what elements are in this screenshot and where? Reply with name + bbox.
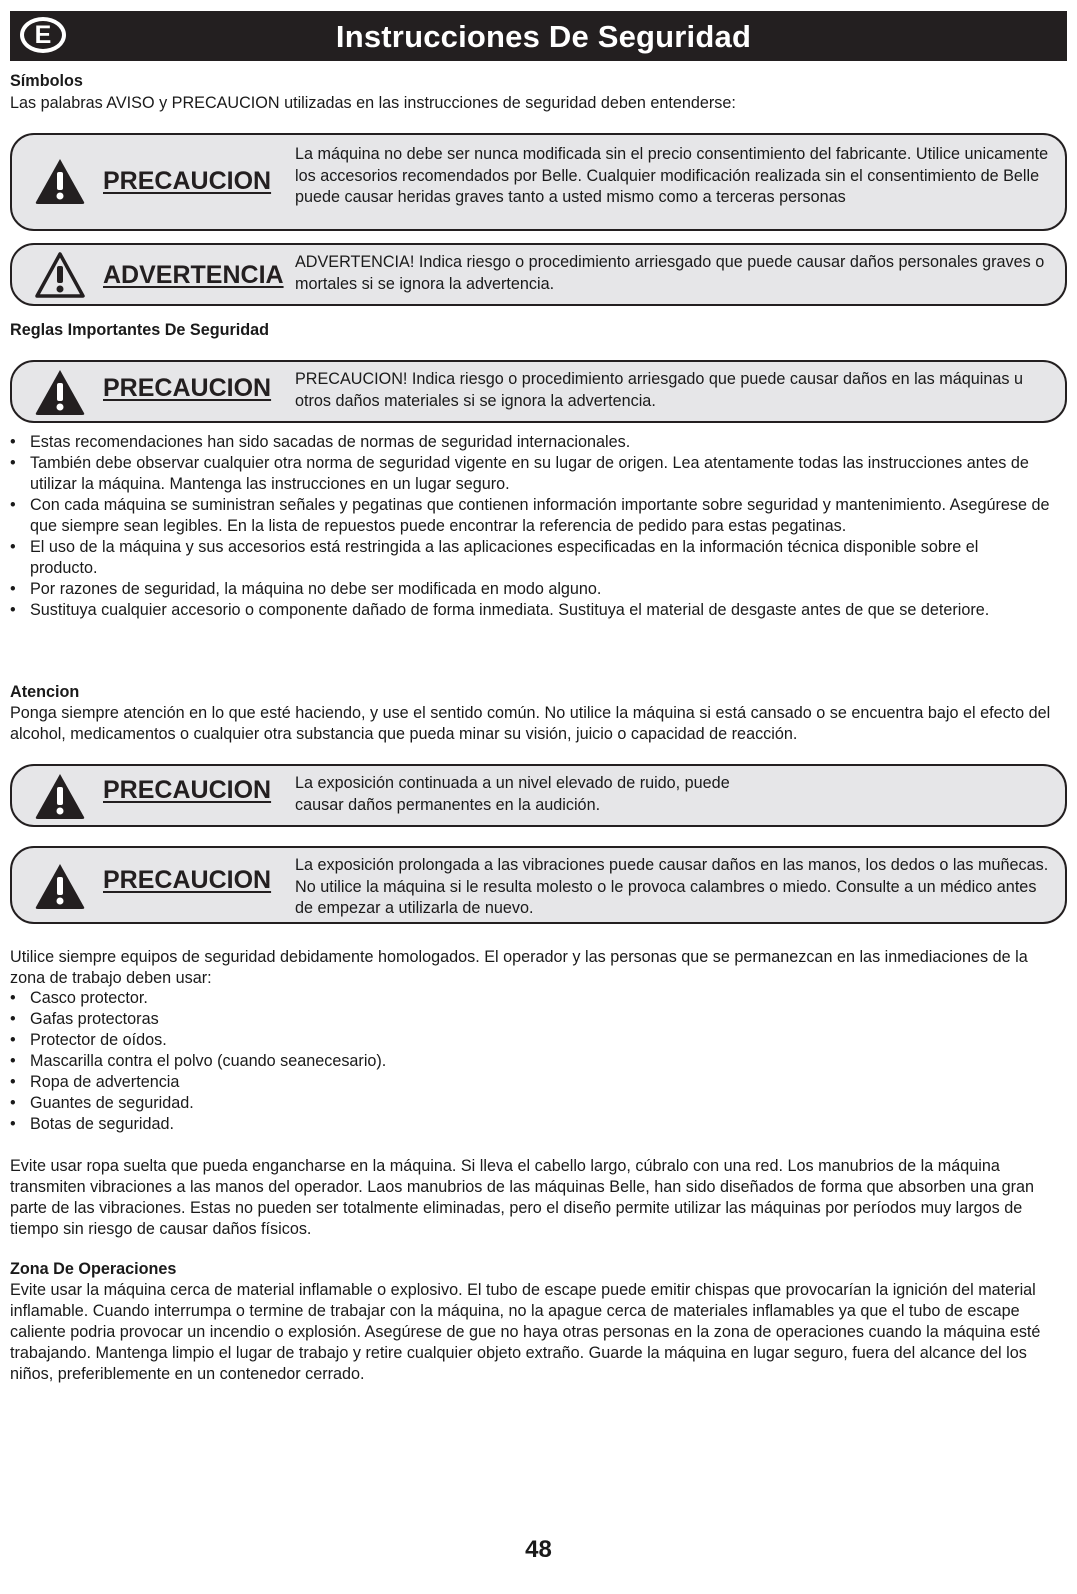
list-item: • El uso de la máquina y sus accesorios está restringida a las aplicaciones especificadas en la información técnica disponible sobre el producto. xyxy=(10,537,1050,579)
list-item: • Por razones de seguridad, la máquina no debe ser modificada en modo alguno. xyxy=(10,579,1050,600)
caution-text: PRECAUCION! Indica riesgo o procedimiento arriesgado que puede causar daños en las máquinas u otros daños materiales si se ignora la advertencia. xyxy=(295,370,1023,410)
page-title: Instrucciones De Seguridad xyxy=(335,19,752,54)
list-item: • Estas recomendaciones han sido sacadas de normas de seguridad internacionales. xyxy=(10,432,1050,453)
caution-label: PRECAUCION xyxy=(103,167,272,195)
warning-outline-icon xyxy=(34,251,86,299)
list-item: • Mascarilla contra el polvo (cuando seanecesario). xyxy=(10,1051,1050,1072)
list-item: • Ropa de advertencia xyxy=(10,1072,1050,1093)
caution-text: La exposición continuada a un nivel elevado de ruido, puede causar daños permanentes en la audición. xyxy=(295,774,730,814)
caution-box-noise xyxy=(10,764,1067,827)
section-heading-zona: Zona De Operaciones xyxy=(10,1260,177,1278)
language-badge: E xyxy=(20,17,66,53)
equipment-list xyxy=(10,988,1050,1135)
list-item: • Guantes de seguridad. xyxy=(10,1093,1050,1114)
caution-box-modification xyxy=(10,133,1067,231)
warning-box xyxy=(10,243,1067,306)
caution-label: PRECAUCION xyxy=(103,776,272,804)
caution-text: La exposición prolongada a las vibraciones puede causar daños en las manos, los dedos o las muñecas. No utilice la máquina si le resulta molesto o le provoca calambres o miedo. Consulte a un médico antes de empezar a utilizarla de nuevo. xyxy=(295,856,1049,917)
section-heading-reglas: Reglas Importantes De Seguridad xyxy=(10,321,270,339)
section-heading-atencion: Atencion xyxy=(10,683,80,701)
list-item: • Con cada máquina se suministran señales y pegatinas que contienen información importante sobre seguridad y mantenimiento. Asegúrese de que siempre sean legibles. En la lista de repuestos puede encontrar la referencia de pedido para estas pegatinas. xyxy=(10,495,1050,537)
list-item: • Sustituya cualquier accesorio o componente dañado de forma inmediata. Sustituya el material de desgaste antes de que se deteriore. xyxy=(10,600,1050,621)
list-item: • Gafas protectoras xyxy=(10,1009,1050,1030)
zona-text: Evite usar la máquina cerca de material inflamable o explosivo. El tubo de escape puede emitir chispas que provocarían la ignición del material inflamable. Cuando interrumpa o termine de trabajar con la máquina, no la apague cerca de materiales inflamables ya que el tubo de escape caliente podria provocar un incendio o explosión. Asegúrese de gue no haya otras personas en la zona de operaciones cuando la máquina esté trabajando. Mantenga limpio el lugar de trabajo y retire cualquier objeto extraño. Guarde la máquina en lugar seguro, fuera del alcance del los niños, preferiblemente en un contenedor cerrado. xyxy=(10,1281,1041,1383)
atencion-text: Ponga siempre atención en lo que esté haciendo, y use el sentido común. No utilice la máquina si está cansado o se encuentra bajo el efecto del alcohol, medicamentos o cualquier otra substancia que pueda minar su visión, juicio o capacidad de reacción. xyxy=(10,704,1051,743)
caution-warning-icon xyxy=(34,772,86,820)
caution-label: PRECAUCION xyxy=(103,374,272,402)
list-item: • Casco protector. xyxy=(10,988,1050,1009)
caution-text: La máquina no debe ser nunca modificada sin el precio consentimiento del fabricante. Utilice unicamente los accesorios recomendados por Belle. Cualquier modificación realizada sin el consentimiento de Belle puede causar heridas graves tanto a usted mismo como a terceras personas xyxy=(295,145,1049,206)
section-heading-simbolos: Símbolos xyxy=(10,72,83,90)
clothing-paragraph: Evite usar ropa suelta que pueda engancharse en la máquina. Si lleva el cabello largo, cúbralo con una red. Los manubrios de la máquina transmiten vibraciones a las manos del operador. Laos manubrios de las máquinas Belle, han sido diseñados de forma que absorben una gran parte de las vibraciones. Estas no pueden ser totalmente eliminadas, pero el diseño permite utilizar las máquinas por períodos muy largos de tiempo sin riesgo de causar daños físicos. xyxy=(10,1157,1035,1238)
caution-warning-icon xyxy=(34,368,86,416)
safety-rules-list xyxy=(10,432,1050,621)
caution-warning-icon xyxy=(34,862,86,910)
list-item: • Protector de oídos. xyxy=(10,1030,1050,1051)
warning-text: ADVERTENCIA! Indica riesgo o procedimiento arriesgado que puede causar daños personales graves o mortales si se ignora la advertencia. xyxy=(295,253,1045,293)
equipment-intro: Utilice siempre equipos de seguridad debidamente homologados. El operador y las personas que se permanezcan en las inmediaciones de la zona de trabajo deben usar: xyxy=(10,948,1028,987)
list-item: • Botas de seguridad. xyxy=(10,1114,1050,1135)
caution-box-vibration xyxy=(10,846,1067,924)
page-header xyxy=(10,11,1067,61)
list-item: • También debe observar cualquier otra norma de seguridad vigente en su lugar de origen. Lea atentamente todas las instrucciones antes de utilizar la máquina. Mantenga las instrucciones en un lugar seguro. xyxy=(10,453,1050,495)
caution-label: PRECAUCION xyxy=(103,866,272,894)
caution-warning-icon xyxy=(34,157,86,205)
simbolos-intro: Las palabras AVISO y PRECAUCION utilizadas en las instrucciones de seguridad deben entenderse: xyxy=(10,94,736,112)
page-number: 48 xyxy=(525,1536,552,1563)
warning-label: ADVERTENCIA xyxy=(103,261,284,289)
caution-box-damage xyxy=(10,360,1067,423)
